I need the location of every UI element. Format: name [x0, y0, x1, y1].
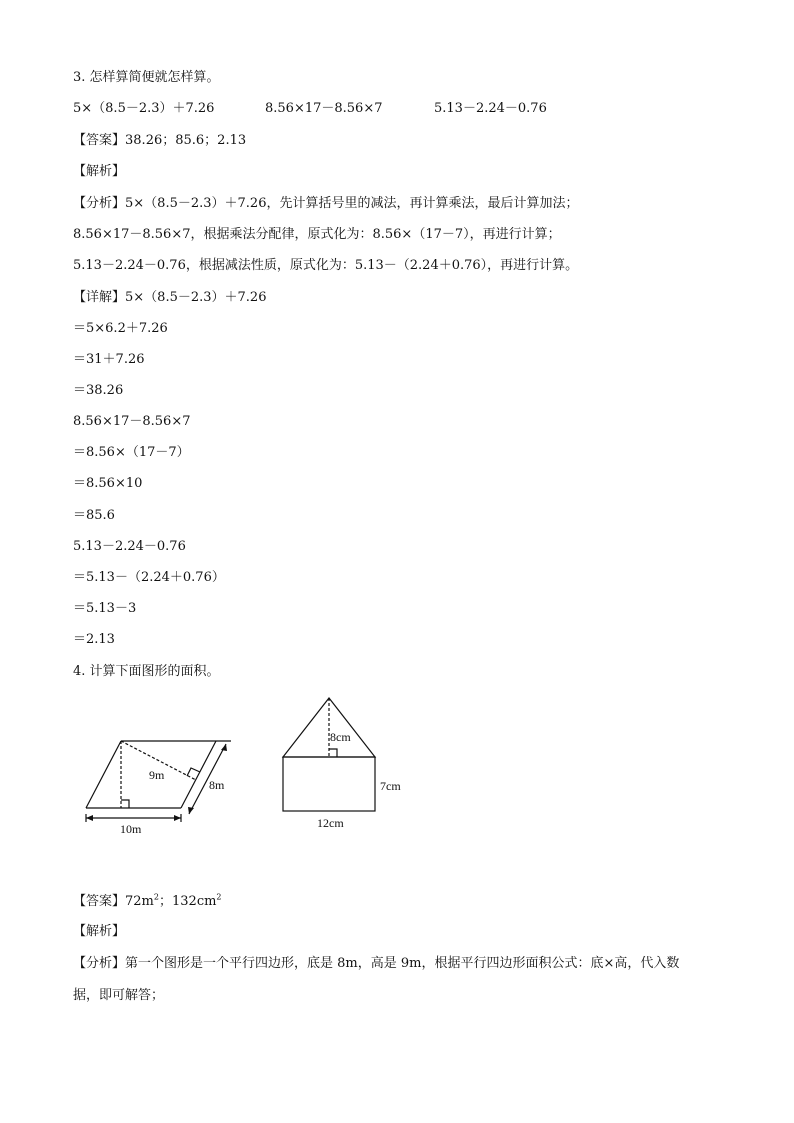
q3-step: ＝5.13－3: [73, 601, 137, 616]
q3-expr-1: 5×（8.5－2.3）＋7.26: [73, 101, 215, 116]
answer-b: 132cm: [172, 894, 217, 909]
q3-step: ＝31＋7.26: [73, 352, 145, 367]
fenxi-tag: 【分析】: [73, 956, 126, 971]
step-text: 5×（8.5－2.3）＋7.26: [125, 290, 267, 305]
fenxi-tag: 【分析】: [73, 196, 126, 211]
answer-b-exponent: 2: [216, 892, 222, 902]
q3-step: 5.13－2.24－0.76: [73, 539, 186, 554]
answer-a-exponent: 2: [153, 892, 159, 902]
rectangle-base: [283, 757, 375, 811]
width-label: 12cm: [317, 816, 344, 830]
parallelogram-left-side: [86, 741, 121, 808]
side-label: 8m: [209, 778, 225, 792]
q4-fenxi-line-1: [73, 952, 679, 971]
triangle-height-label: 8cm: [330, 730, 351, 744]
arrow-head: [86, 815, 93, 821]
parallelogram-figure: [76, 730, 246, 840]
q3-expr-3: 5.13－2.24－0.76: [434, 101, 547, 116]
arrow-head: [221, 744, 227, 751]
q3-step: ＝8.56×10: [73, 476, 143, 491]
q3-step: ＝5×6.2＋7.26: [73, 321, 168, 336]
q3-fenxi-line-1: [73, 192, 578, 211]
arrow-head: [188, 807, 194, 814]
q3-step: ＝5.13－（2.24＋0.76）: [73, 570, 225, 585]
parallelogram-right-side: [181, 741, 216, 808]
answer-tag: 【答案】: [73, 133, 126, 148]
q3-step: ＝38.26: [73, 383, 124, 398]
rect-height-label: 7cm: [380, 779, 401, 793]
arrow-head: [174, 815, 181, 821]
height-label: 9m: [149, 768, 165, 782]
answer-separator: ；: [158, 894, 172, 909]
q3-step: 8.56×17－8.56×7: [73, 414, 191, 429]
q4-fenxi-line-2: 据，即可解答；: [73, 988, 165, 1003]
answer-tag: 【答案】: [73, 894, 126, 909]
q3-analysis-heading: 【解析】: [73, 164, 126, 179]
q3-step: ＝85.6: [73, 508, 115, 523]
answer-a: 72m: [125, 894, 154, 909]
base-label: 10m: [120, 822, 142, 836]
q3-xiangjie-line: [73, 286, 266, 305]
q3-title: 3. 怎样算简便就怎样算。: [73, 70, 220, 85]
q3-fenxi-line-2: 8.56×17－8.56×7，根据乘法分配律，原式化为：8.56×（17－7），再进行计算；: [73, 227, 561, 242]
q3-answer: [73, 129, 246, 148]
q3-fenxi-line-3: 5.13－2.24－0.76，根据减法性质，原式化为：5.13－（2.24＋0.76），再进行计算。: [73, 258, 579, 273]
xiangjie-tag: 【详解】: [73, 290, 126, 305]
q3-expr-2: 8.56×17－8.56×7: [265, 101, 383, 116]
fenxi-text: 5×（8.5－2.3）＋7.26，先计算括号里的减法，再计算乘法，最后计算加法；: [125, 196, 579, 211]
fenxi-text: 第一个图形是一个平行四边形，底是 8m，高是 9m，根据平行四边形面积公式：底×高，代入数: [125, 956, 680, 971]
q4-title: 4. 计算下面图形的面积。: [73, 664, 220, 679]
answer-text: 38.26；85.6；2.13: [125, 133, 247, 148]
right-angle-mark: [329, 749, 337, 757]
right-angle-mark: [121, 800, 129, 808]
q3-step: ＝8.56×（17－7）: [73, 445, 190, 460]
q4-answer: [73, 890, 222, 909]
q3-step: ＝2.13: [73, 632, 115, 647]
house-shape-figure: [275, 692, 425, 834]
q4-analysis-heading: 【解析】: [73, 924, 126, 939]
